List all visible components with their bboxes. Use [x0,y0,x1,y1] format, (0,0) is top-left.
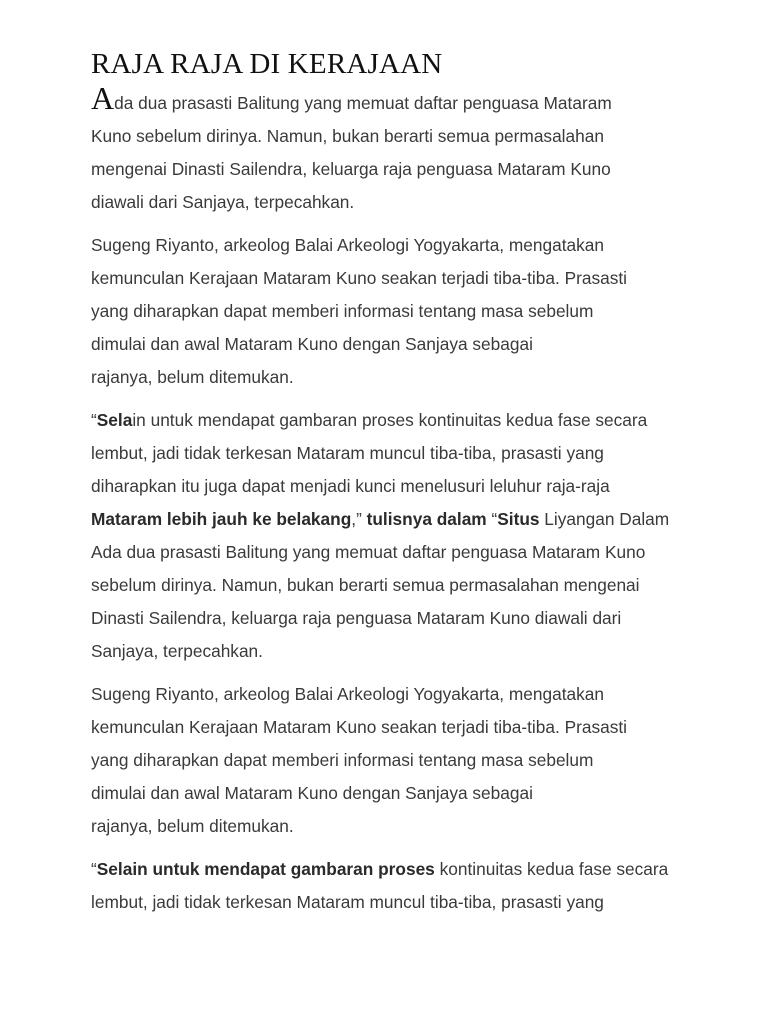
paragraph-4 [91,678,691,843]
paragraph-2-line-5: rajanya, belum ditemukan. [91,367,294,387]
paragraph-3-line-4 [91,503,691,536]
paragraph-1 [91,82,691,219]
document-page [91,46,691,929]
page-title: RAJA RAJA DI KERAJAAN [91,48,443,80]
bold-text: Situs [497,509,540,529]
paragraph-3-line-8: Sanjaya, terpecahkan. [91,641,263,661]
paragraph-4-line-5: rajanya, belum ditemukan. [91,816,294,836]
paragraph-2-line-1: Sugeng Riyanto, arkeolog Balai Arkeologi Yogyakarta, mengatakan [91,235,605,255]
bold-text: Selain untuk mendapat gambaran proses [96,859,435,879]
paragraph-2-line-4: dimulai dan awal Mataram Kuno dengan Sanjaya sebagai [91,334,533,354]
paragraph-4-line-2: kemunculan Kerajaan Mataram Kuno seakan terjadi tiba-tiba. Prasasti [91,717,628,737]
bold-text: Sela [96,410,133,430]
bold-text: tulisnya dalam [366,509,487,529]
drop-cap: A [91,80,115,116]
quote-mark: “ [486,509,498,529]
paragraph-5-line-2: lembut, jadi tidak terkesan Mataram muncul tiba-tiba, prasasti yang [91,892,604,912]
bold-text: Mataram lebih jauh ke belakang [91,509,352,529]
paragraph-4-line-4: dimulai dan awal Mataram Kuno dengan Sanjaya sebagai [91,783,533,803]
text-span: ,” [351,509,367,529]
paragraph-2-line-3: yang diharapkan dapat memberi informasi tentang masa sebelum [91,301,594,321]
paragraph-1-line-1 [91,82,691,120]
paragraph-5 [91,853,691,919]
paragraph-4-line-1: Sugeng Riyanto, arkeolog Balai Arkeologi Yogyakarta, mengatakan [91,684,605,704]
paragraph-3-line-2: lembut, jadi tidak terkesan Mataram muncul tiba-tiba, prasasti yang [91,443,604,463]
paragraph-2-line-2: kemunculan Kerajaan Mataram Kuno seakan terjadi tiba-tiba. Prasasti [91,268,628,288]
paragraph-3-line-3: diharapkan itu juga dapat menjadi kunci menelusuri leluhur raja-raja [91,476,610,496]
paragraph-3-line-1 [91,404,691,437]
paragraph-3-line-6: sebelum dirinya. Namun, bukan berarti semua permasalahan mengenai [91,575,640,595]
paragraph-3-line-5: Ada dua prasasti Balitung yang memuat daftar penguasa Mataram Kuno [91,542,646,562]
paragraph-3 [91,404,691,668]
text-span: in untuk mendapat gambaran proses kontinuitas kedua fase secara [132,410,648,430]
text-span: Liyangan Dalam [539,509,670,529]
paragraph-1-line-2: Kuno sebelum dirinya. Namun, bukan berarti semua permasalahan [91,126,604,146]
paragraph-3-line-7: Dinasti Sailendra, keluarga raja penguasa Mataram Kuno diawali dari [91,608,622,628]
quote-mark: “ [91,410,97,430]
quote-mark: “ [91,859,97,879]
paragraph-2 [91,229,691,394]
paragraph-1-line-3: mengenai Dinasti Sailendra, keluarga raja penguasa Mataram Kuno [91,159,611,179]
paragraph-5-line-1 [91,853,691,886]
paragraph-4-line-3: yang diharapkan dapat memberi informasi tentang masa sebelum [91,750,594,770]
text-span: da dua prasasti Balitung yang memuat daftar penguasa Mataram [114,93,612,113]
paragraph-1-line-4: diawali dari Sanjaya, terpecahkan. [91,192,355,212]
text-span: kontinuitas kedua fase secara [434,859,669,879]
